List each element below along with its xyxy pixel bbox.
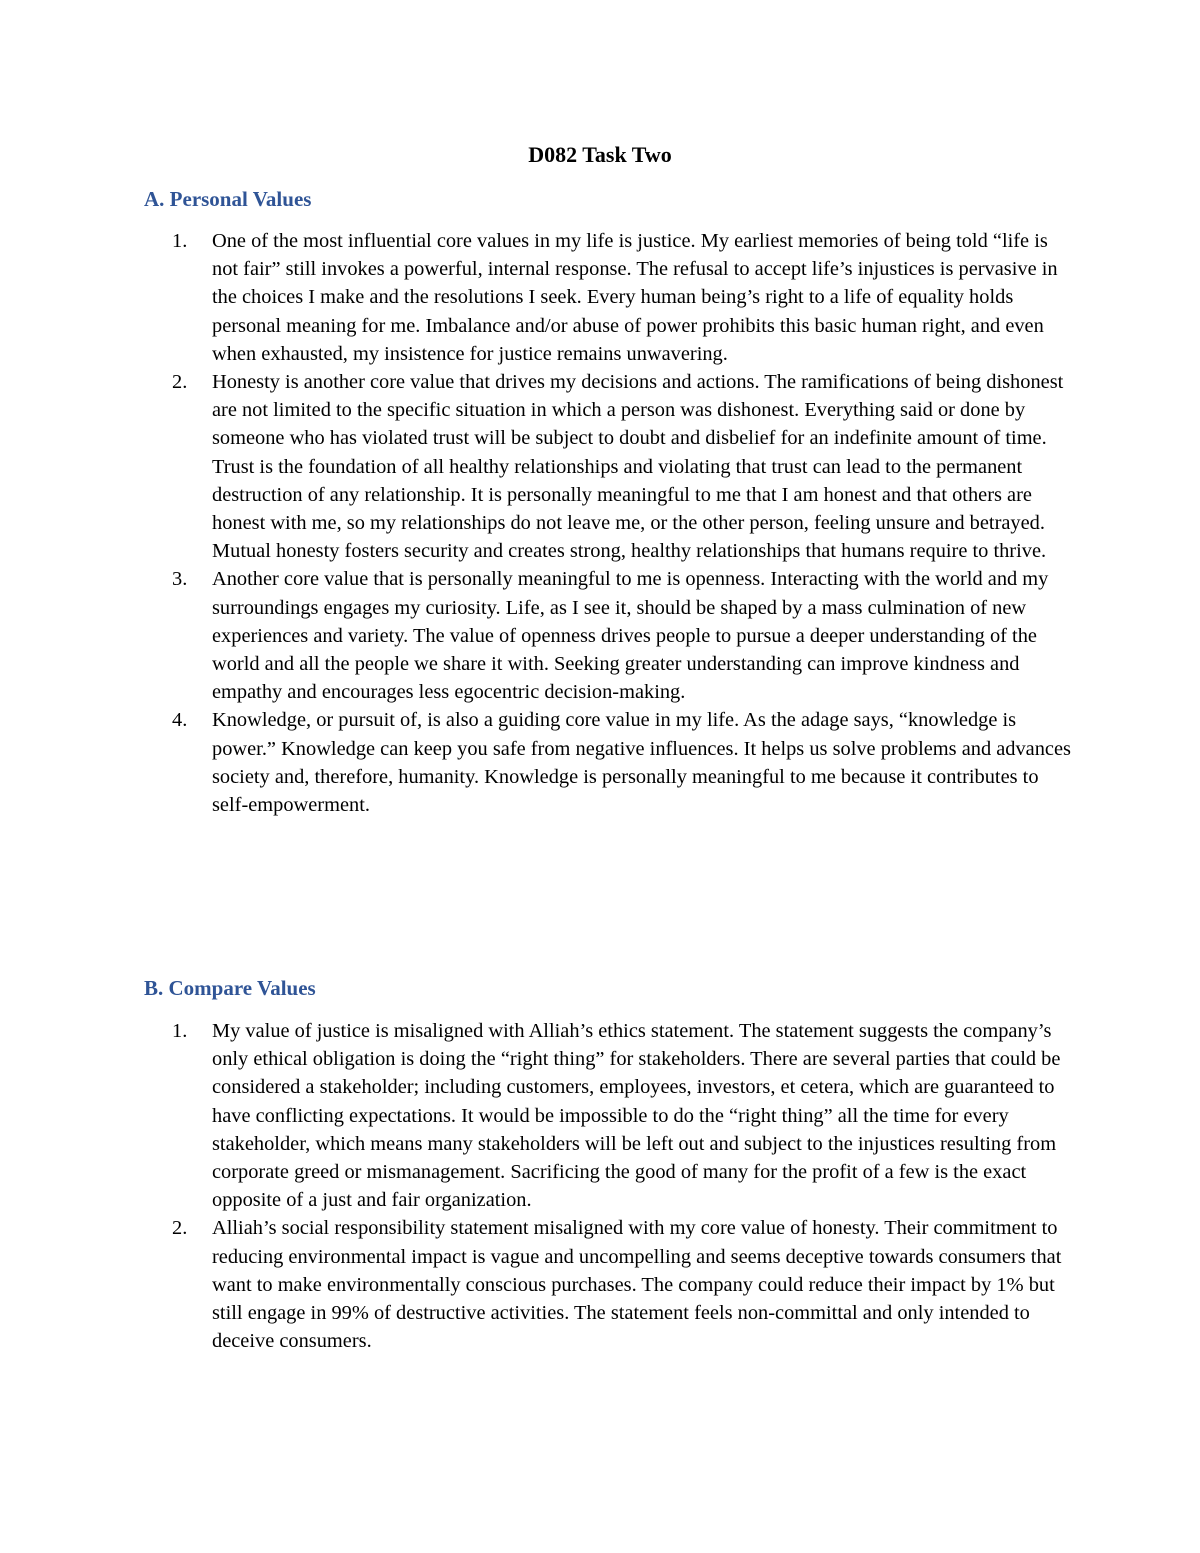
list-item-number: 2. xyxy=(172,1217,188,1240)
list-item-text: One of the most influential core values in my life is justice. My earliest memories of being told “life is not fair” still invokes a powerful, internal response. The refusal to accept life’s injustices is pervasive in the choices I make and the resolutions I seek. Every human being’s right to a life of equality holds personal meaning for me. Imbalance and/or abuse of power prohibits this basic human right, and even when exhausted, my insistence for justice remains unwavering. xyxy=(212,230,1058,365)
list-item xyxy=(172,227,1072,368)
list-item xyxy=(172,368,1072,565)
compare-values-list xyxy=(172,1017,1072,1355)
list-item-text: Honesty is another core value that drives my decisions and actions. The ramifications of being dishonest are not limited to the specific situation in which a person was dishonest. Everything said or done by someone who has violated trust will be subject to doubt and disbelief for an indefinite amount of time. Trust is the foundation of all healthy relationships and violating that trust can lead to the permanent destruction of any relationship. It is personally meaningful to me that I am honest and that others are honest with me, so my relationships do not leave me, or the other person, feeling unsure and betrayed. Mutual honesty fosters security and creates strong, healthy relationships that humans require to thrive. xyxy=(212,371,1064,563)
list-item xyxy=(172,565,1072,706)
list-item-text: Alliah’s social responsibility statement misaligned with my core value of honesty. Their commitment to reducing environmental impact is vague and uncompelling and seems deceptive towards consumers that want to make environmentally conscious purchases. The company could reduce their impact by 1% but still engage in 99% of destructive activities. The statement feels non-committal and only intended to deceive consumers. xyxy=(212,1217,1062,1353)
list-item-number: 4. xyxy=(172,709,188,732)
list-item-text: Another core value that is personally meaningful to me is openness. Interacting with the world and my surroundings engages my curiosity. Life, as I see it, should be shaped by a mass culmination of new experiences and variety. The value of openness drives people to pursue a deeper understanding of the world and all the people we share it with. Seeking greater understanding can improve kindness and empathy and encourages less egocentric decision-making. xyxy=(212,568,1049,704)
list-item-number: 1. xyxy=(172,1020,188,1042)
list-item-text: My value of justice is misaligned with Alliah’s ethics statement. The statement suggests the company’s only ethical obligation is doing the “right thing” for stakeholders. There are several parties that could be considered a stakeholder; including customers, employees, investors, et cetera, which are guaranteed to have conflicting expectations. It would be impossible to do the “right thing” all the time for every stakeholder, which means many stakeholders will be left out and subject to the injustices resulting from corporate greed or mismanagement. Sacrificing the good of many for the profit of a few is the exact opposite of a just and fair organization. xyxy=(212,1020,1061,1212)
list-item xyxy=(172,1214,1072,1355)
personal-values-list xyxy=(172,227,1072,819)
section-heading-personal-values: A. Personal Values xyxy=(144,187,312,211)
list-item xyxy=(172,706,1072,819)
list-item-number: 2. xyxy=(172,371,188,394)
document-title: D082 Task Two xyxy=(528,142,672,167)
list-item-number: 3. xyxy=(172,568,188,591)
list-item-number: 1. xyxy=(172,230,188,252)
section-heading-compare-values: B. Compare Values xyxy=(144,976,316,1000)
list-item-text: Knowledge, or pursuit of, is also a guiding core value in my life. As the adage says, “knowledge is power.” Knowledge can keep you safe from negative influences. It helps us solve problems and advances society and, therefore, humanity. Knowledge is personally meaningful to me because it contributes to self-empowerment. xyxy=(212,709,1071,817)
list-item xyxy=(172,1017,1072,1214)
